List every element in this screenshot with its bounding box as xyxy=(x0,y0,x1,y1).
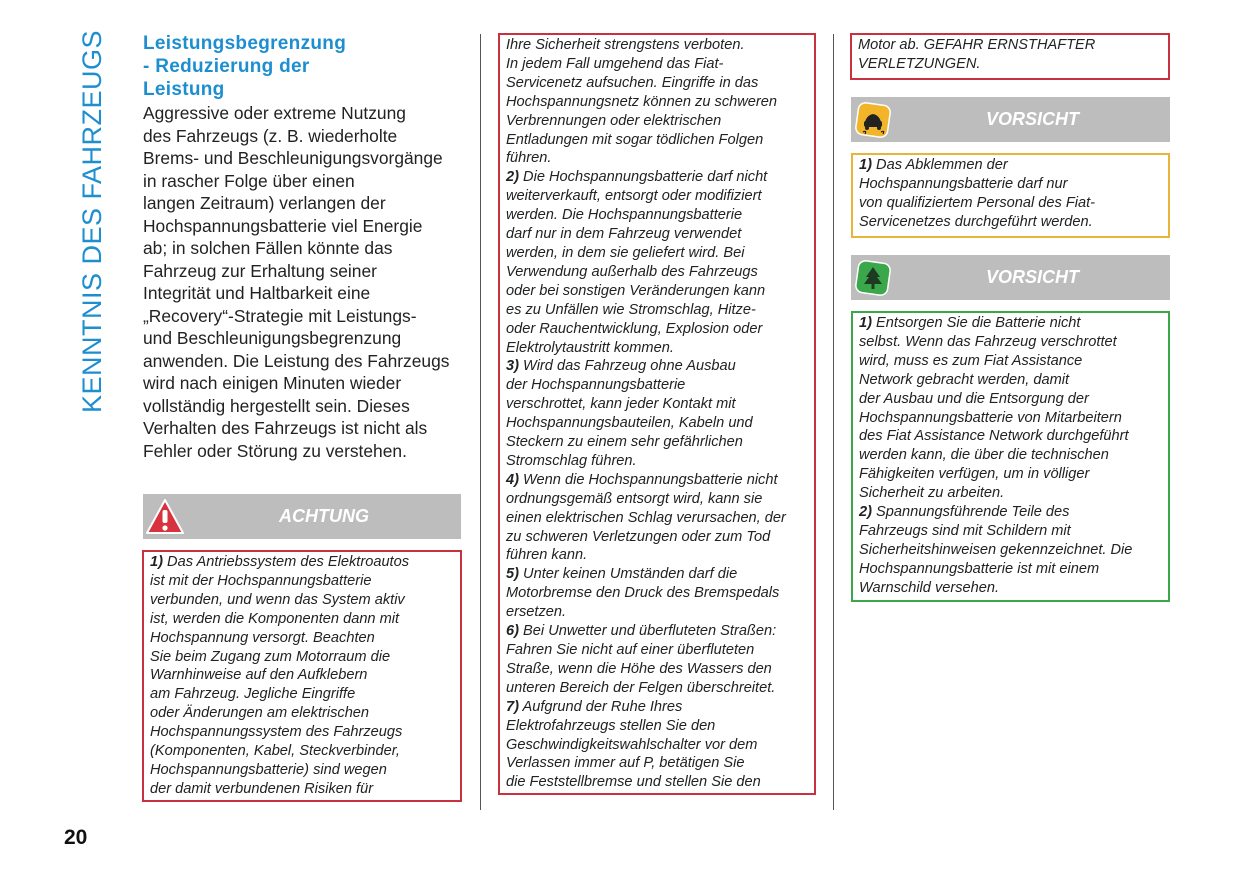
paragraph-line: anwenden. Die Leistung des Fahrzeugs xyxy=(143,350,450,371)
note-text: oder Rauchentwicklung, Explosion oder xyxy=(506,320,763,337)
note-line xyxy=(859,579,1163,598)
note-text: Servicenetz aufsuchen. Eingriffe in das xyxy=(506,74,759,91)
note-text: oder Änderungen am elektrischen xyxy=(150,705,370,722)
note-line xyxy=(859,175,1163,194)
note-text: ist, werden die Komponenten dann mit xyxy=(150,610,400,627)
note-text: die Feststellbremse und stellen Sie den xyxy=(506,774,761,791)
note-line xyxy=(150,742,455,761)
note-line xyxy=(506,55,809,74)
paragraph-line: Integrität und Haltbarkeit eine xyxy=(143,283,371,303)
note-line xyxy=(150,591,455,610)
heading-line: Leistungsbegrenzung xyxy=(143,33,347,54)
note-line xyxy=(859,390,1163,409)
note-line xyxy=(506,603,809,622)
vorsicht-box-green xyxy=(851,311,1170,602)
note-text: Ihre Sicherheit strengstens verboten. xyxy=(506,37,745,53)
note-text: führen. xyxy=(506,150,552,167)
note-line xyxy=(506,565,809,584)
note-line xyxy=(506,452,809,471)
paragraph-line: Fehler oder Störung zu verstehen. xyxy=(143,440,407,461)
note-line xyxy=(859,156,1163,175)
note-text: ordnungsgemäß entsorgt wird, kann sie xyxy=(506,490,763,507)
note-line xyxy=(859,194,1163,213)
note-text: wird, muss es zum Fiat Assistance xyxy=(859,352,1083,369)
note-line xyxy=(506,546,809,565)
chapter-title-text: KENNTNIS DES FAHRZEUGS xyxy=(77,29,107,413)
note-line xyxy=(150,572,455,591)
note-text: Motor ab. GEFAHR ERNSTHAFTER xyxy=(858,37,1096,53)
note-text: verschrottet, kann jeder Kontakt mit xyxy=(506,396,736,413)
paragraph-line: des Fahrzeugs (z. B. wiederholte xyxy=(143,125,398,146)
note-line xyxy=(506,93,809,112)
note-line xyxy=(150,780,455,799)
note-text: oder bei sonstigen Veränderungen kann xyxy=(506,282,766,299)
note-line xyxy=(150,761,455,780)
note-line xyxy=(506,244,809,263)
note-text: In jedem Fall umgehend das Fiat- xyxy=(506,55,724,72)
paragraph-line: Aggressive oder extreme Nutzung xyxy=(143,103,406,123)
note-text: Elektrofahrzeugs stellen Sie den xyxy=(506,717,716,734)
note-text: Hochspannungssystem des Fahrzeugs xyxy=(150,724,403,741)
achtung-header xyxy=(143,494,461,539)
note-line xyxy=(506,74,809,93)
note-text: Warnschild versehen. xyxy=(859,579,1000,596)
achtung-box-part-2 xyxy=(498,33,816,795)
note-line xyxy=(859,465,1163,484)
note-text: Stromschlag führen. xyxy=(506,452,637,469)
note-line xyxy=(506,206,809,225)
note-line xyxy=(859,371,1163,390)
note-line xyxy=(506,301,809,320)
note-line xyxy=(150,666,455,685)
note-text: Bei Unwetter und überfluteten Straßen: xyxy=(523,623,777,640)
note-line xyxy=(150,629,455,648)
note-text: Motorbremse den Druck des Bremspedals xyxy=(506,585,780,602)
note-text: Straße, wenn die Höhe des Wassers den xyxy=(506,660,772,677)
note-line xyxy=(506,509,809,528)
vorsicht-label-green: VORSICHT xyxy=(985,267,1079,287)
note-line xyxy=(859,409,1163,428)
note-line xyxy=(859,352,1163,371)
note-text: ist mit der Hochspannungsbatterie xyxy=(150,572,372,589)
tree-icon xyxy=(851,255,895,300)
note-number: 4) xyxy=(506,471,519,488)
paragraph-line: vollständig hergestellt sein. Dieses xyxy=(143,395,410,416)
vorsicht-header-yellow xyxy=(851,97,1170,142)
note-line xyxy=(506,622,809,641)
note-line xyxy=(150,685,455,704)
note-text: Entladungen mit sogar tödlichen Folgen xyxy=(506,131,764,148)
vorsicht-box-yellow xyxy=(851,153,1170,238)
note-line xyxy=(506,149,809,168)
achtung-box-part-3 xyxy=(850,33,1170,80)
note-line xyxy=(858,55,1163,74)
note-line xyxy=(506,490,809,509)
note-line xyxy=(506,339,809,358)
vorsicht-label-yellow: VORSICHT xyxy=(985,109,1079,129)
note-text: (Komponenten, Kabel, Steckverbinder, xyxy=(150,743,400,760)
note-line xyxy=(150,648,455,667)
warning-triangle-icon xyxy=(143,494,187,539)
note-text: verbunden, und wenn das System aktiv xyxy=(150,591,405,608)
note-text: Fahren Sie nicht auf einer überfluteten xyxy=(506,642,755,658)
paragraph-line: und Beschleunigungsbegrenzung xyxy=(143,328,402,348)
note-number: 7) xyxy=(506,698,519,715)
note-line xyxy=(859,503,1163,522)
note-number: 1) xyxy=(859,157,872,173)
paragraph-line: langen Zeitraum) verlangen der xyxy=(143,193,386,213)
note-text: werden. Die Hochspannungsbatterie xyxy=(506,207,743,224)
note-line xyxy=(506,36,809,55)
paragraph-line: „Recovery“-Strategie mit Leistungs- xyxy=(143,305,417,326)
note-line xyxy=(858,36,1163,55)
note-text: Warnhinweise auf den Aufklebern xyxy=(150,667,368,684)
note-line xyxy=(506,376,809,395)
note-line xyxy=(150,610,455,629)
note-text: Hochspannungsbatterie) sind wegen xyxy=(150,761,387,778)
note-line xyxy=(506,414,809,433)
paragraph-line: Fahrzeug zur Erhaltung seiner xyxy=(143,260,377,281)
note-line xyxy=(506,736,809,755)
note-text: Verwendung außerhalb des Fahrzeugs xyxy=(506,263,758,280)
heading-line: - Reduzierung der xyxy=(143,56,310,77)
note-text: ersetzen. xyxy=(506,604,567,621)
note-text: von qualifiziertem Personal des Fiat- xyxy=(859,194,1096,211)
note-text: Aufgrund der Ruhe Ihres xyxy=(522,698,683,715)
note-line xyxy=(506,754,809,773)
paragraph-line: in rascher Folge über einen xyxy=(143,170,355,191)
paragraph-line: Verhalten des Fahrzeugs ist nicht als xyxy=(143,418,428,438)
section-column xyxy=(143,32,463,462)
paragraph-line: Hochspannungsbatterie viel Energie xyxy=(143,215,423,236)
note-line xyxy=(506,471,809,490)
note-text: Hochspannungsbatterie darf nur xyxy=(859,175,1068,192)
paragraph-line: ab; in solchen Fällen könnte das xyxy=(143,238,393,258)
note-text: am Fahrzeug. Jegliche Eingriffe xyxy=(150,686,356,703)
note-line xyxy=(506,528,809,547)
note-line xyxy=(150,704,455,723)
note-line xyxy=(506,660,809,679)
page-number: 20 xyxy=(64,826,88,849)
vorsicht-header-green xyxy=(851,255,1170,300)
note-line xyxy=(859,333,1163,352)
note-line xyxy=(506,282,809,301)
note-text: Die Hochspannungsbatterie darf nicht xyxy=(523,169,768,186)
note-text: werden, in dem sie geliefert wird. Bei xyxy=(506,244,745,261)
note-text: Network gebracht werden, damit xyxy=(859,371,1070,388)
paragraph-line: wird nach einigen Minuten wieder xyxy=(143,373,402,393)
column-divider xyxy=(833,34,834,810)
note-text: Hochspannungsbauteilen, Kabeln und xyxy=(506,415,753,432)
note-line xyxy=(506,131,809,150)
note-text: Hochspannung versorgt. Beachten xyxy=(150,629,375,646)
note-text: Geschwindigkeitswahlschalter vor dem xyxy=(506,736,758,753)
note-text: Hochspannungsbatterie von Mitarbeitern xyxy=(859,409,1122,426)
paragraph-line: Brems- und Beschleunigungsvorgänge xyxy=(143,148,443,168)
note-line xyxy=(506,395,809,414)
heading-line: Leistung xyxy=(143,79,225,100)
note-line xyxy=(506,187,809,206)
note-text: Fahrzeugs sind mit Schildern mit xyxy=(859,522,1071,539)
note-text: des Fiat Assistance Network durchgeführt xyxy=(859,428,1129,445)
note-number: 1) xyxy=(150,554,163,570)
note-text: Elektrolytaustritt kommen. xyxy=(506,339,674,356)
note-text: der damit verbundenen Risiken für xyxy=(150,780,374,797)
section-paragraph xyxy=(143,102,463,462)
note-line xyxy=(506,357,809,376)
note-text: Sicherheit zu arbeiten. xyxy=(859,485,1005,502)
note-line xyxy=(859,522,1163,541)
note-text: Verlassen immer auf P, betätigen Sie xyxy=(506,755,745,772)
note-text: Servicenetzes durchgeführt werden. xyxy=(859,213,1093,230)
note-text: darf nur in dem Fahrzeug verwendet xyxy=(506,226,742,243)
note-line xyxy=(150,723,455,742)
note-number: 1) xyxy=(859,315,872,331)
note-text: Verbrennungen oder elektrischen xyxy=(506,112,722,129)
note-text: Das Abklemmen der xyxy=(876,157,1008,173)
note-text: Fähigkeiten verfügen, um in völliger xyxy=(859,466,1090,483)
note-line xyxy=(859,560,1163,579)
note-text: werden kann, die über die technischen xyxy=(859,447,1109,464)
note-text: führen kann. xyxy=(506,547,588,564)
note-text: es zu Unfällen wie Stromschlag, Hitze- xyxy=(506,301,756,318)
note-text: Hochspannungsnetz können zu schweren xyxy=(506,93,777,110)
achtung-label: ACHTUNG xyxy=(279,506,369,526)
note-text: Wird das Fahrzeug ohne Ausbau xyxy=(523,358,736,375)
note-number: 6) xyxy=(506,623,519,640)
note-line xyxy=(506,112,809,131)
note-text: Wenn die Hochspannungsbatterie nicht xyxy=(523,471,778,488)
note-text: Hochspannungsbatterie ist mit einem xyxy=(859,560,1100,577)
note-text: Entsorgen Sie die Batterie nicht xyxy=(876,315,1081,331)
note-line xyxy=(506,679,809,698)
note-line xyxy=(506,641,809,660)
note-line xyxy=(859,427,1163,446)
note-text: der Ausbau und die Entsorgung der xyxy=(859,390,1089,407)
note-text: Steckern zu einem sehr gefährlichen xyxy=(506,434,743,451)
note-line xyxy=(506,717,809,736)
note-line xyxy=(859,446,1163,465)
note-line xyxy=(506,225,809,244)
note-text: zu schweren Verletzungen oder zum Tod xyxy=(506,528,771,545)
note-text: einen elektrischen Schlag verursachen, der xyxy=(506,509,786,526)
note-text: unteren Bereich der Felgen überschreitet. xyxy=(506,679,776,696)
note-line xyxy=(506,698,809,717)
chapter-title-vertical xyxy=(74,29,110,413)
note-number: 3) xyxy=(506,358,519,375)
section-heading xyxy=(143,32,463,101)
note-text: weiterverkauft, entsorgt oder modifiziert xyxy=(506,188,762,205)
note-line xyxy=(859,213,1163,232)
note-line xyxy=(506,263,809,282)
note-number: 5) xyxy=(506,566,519,583)
note-text: der Hochspannungsbatterie xyxy=(506,377,686,394)
note-text: Spannungsführende Teile des xyxy=(876,504,1070,521)
note-line xyxy=(859,314,1163,333)
note-line xyxy=(506,433,809,452)
note-line xyxy=(506,584,809,603)
column-divider xyxy=(480,34,481,810)
note-text: Sicherheitshinweisen gekennzeichnet. Die xyxy=(859,541,1133,558)
note-text: Unter keinen Umständen darf die xyxy=(523,566,738,583)
car-skid-icon xyxy=(851,97,895,142)
note-text: VERLETZUNGEN. xyxy=(858,55,981,72)
note-text: Das Antriebssystem des Elektroautos xyxy=(167,554,410,570)
note-line xyxy=(150,553,455,572)
note-line xyxy=(506,320,809,339)
achtung-box-part-1 xyxy=(142,550,462,802)
note-line xyxy=(506,773,809,792)
note-number: 2) xyxy=(506,169,519,186)
note-number: 2) xyxy=(859,504,872,521)
note-line xyxy=(859,541,1163,560)
note-text: selbst. Wenn das Fahrzeug verschrottet xyxy=(859,333,1117,350)
note-line xyxy=(506,168,809,187)
note-line xyxy=(859,484,1163,503)
note-text: Sie beim Zugang zum Motorraum die xyxy=(150,648,391,665)
